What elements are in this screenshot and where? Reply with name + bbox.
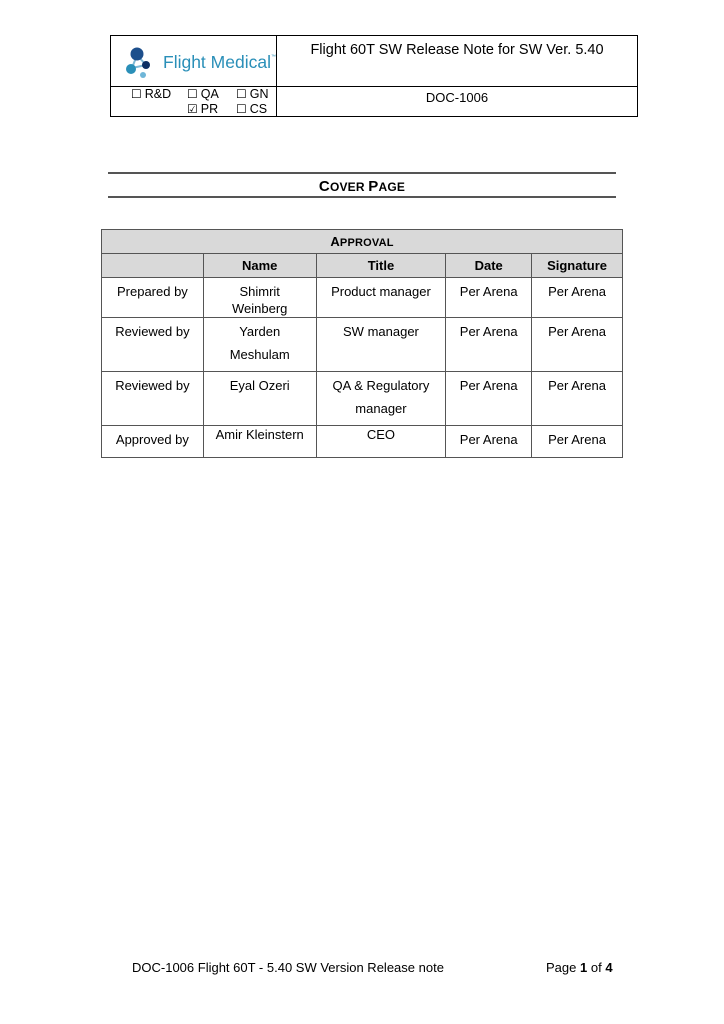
role-cell: Reviewed by [102, 318, 204, 372]
document-number: DOC-1006 [425, 90, 489, 105]
department-cs[interactable]: ☐ CS [236, 102, 268, 116]
role-cell: Prepared by [102, 278, 204, 318]
checkbox-icon: ☐ [131, 87, 142, 101]
signature-cell: Per Arena [532, 426, 623, 458]
title-cell: CEO [316, 426, 446, 458]
table-row [102, 372, 623, 426]
table-row [102, 426, 623, 458]
title-cell: Product manager [316, 278, 446, 318]
footer-document-label: DOC-1006 Flight 60T - 5.40 SW Version Release note [132, 960, 444, 975]
column-header-role [102, 254, 204, 278]
name-cell: Amir Kleinstern [203, 426, 316, 458]
role-cell: Reviewed by [102, 372, 204, 426]
approval-heading-row [102, 230, 623, 254]
checkbox-icon: ☐ [187, 87, 198, 101]
department-rnd[interactable]: ☐ R&D [131, 87, 172, 101]
checked-checkbox-icon: ☑ [187, 102, 198, 116]
logo-wordmark: Flight Medical™ [163, 52, 276, 72]
date-cell: Per Arena [446, 372, 532, 426]
company-logo [123, 44, 276, 80]
signature-cell: Per Arena [532, 372, 623, 426]
date-cell: Per Arena [446, 426, 532, 458]
table-row [102, 278, 623, 318]
date-cell: Per Arena [446, 318, 532, 372]
approval-heading: APPROVAL [102, 230, 623, 254]
cover-page-title: COVER PAGE [318, 178, 406, 195]
role-cell: Approved by [102, 426, 204, 458]
document-title: Flight 60T SW Release Note for SW Ver. 5.40 [310, 42, 604, 58]
name-cell: Eyal Ozeri [203, 372, 316, 426]
cover-rule-top [108, 172, 616, 174]
title-cell: SW manager [316, 318, 446, 372]
checkbox-icon: ☐ [236, 87, 247, 101]
signature-cell: Per Arena [532, 278, 623, 318]
column-header-signature: Signature [532, 254, 623, 278]
column-header-name: Name [203, 254, 316, 278]
department-qa[interactable]: ☐ QA [187, 87, 219, 101]
name-cell: Yarden Meshulam [203, 318, 316, 372]
logo-molecule-icon [123, 44, 155, 80]
department-checkboxes [111, 86, 276, 118]
document-header [110, 35, 638, 117]
title-cell: QA & Regulatory manager [316, 372, 446, 426]
department-pr[interactable]: ☑ PR [187, 102, 219, 116]
column-header-date: Date [446, 254, 532, 278]
footer-page-number: Page 1 of 4 [546, 960, 613, 975]
checkbox-icon: ☐ [236, 102, 247, 116]
name-cell: Shimrit Weinberg [203, 278, 316, 318]
cover-rule-bottom [108, 196, 616, 198]
date-cell: Per Arena [446, 278, 532, 318]
approval-column-headers [102, 254, 623, 278]
department-gn[interactable]: ☐ GN [236, 87, 269, 101]
signature-cell: Per Arena [532, 318, 623, 372]
column-header-title: Title [316, 254, 446, 278]
table-row [102, 318, 623, 372]
approval-table [101, 229, 623, 458]
